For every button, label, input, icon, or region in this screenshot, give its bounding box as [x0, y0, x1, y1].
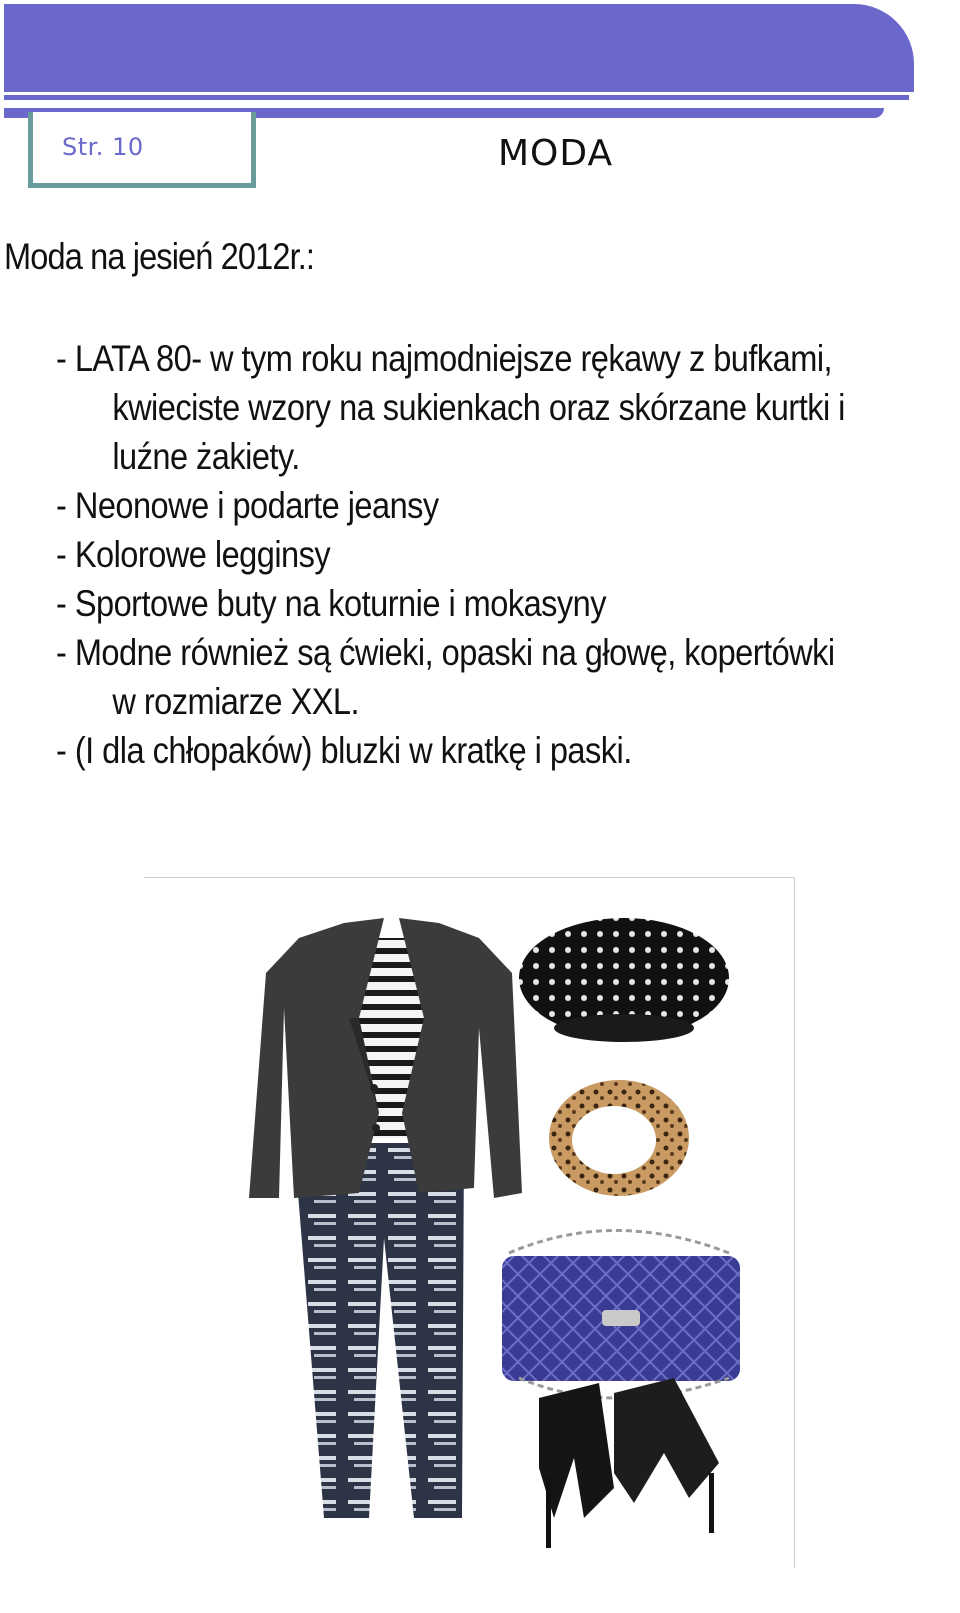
list-item-line: luźne żakiety. — [112, 436, 300, 477]
list-item: - Neonowe i podarte jeansy — [56, 485, 439, 526]
list-item: - Sportowe buty na koturnie i mokasyny — [56, 583, 607, 624]
list-item: - Kolorowe legginsy — [56, 534, 331, 575]
header-divider — [4, 95, 909, 100]
intro-heading: Moda na jesień 2012r.: — [4, 236, 315, 277]
list-item-line: - LATA 80- w tym roku najmodniejsze rękawy z bufkami, — [56, 338, 833, 379]
list-item-line: kwieciste wzory na sukienkach oraz skórzane kurtki i — [112, 387, 845, 428]
trend-list — [56, 334, 918, 775]
list-item — [56, 628, 918, 726]
ankle-boots — [539, 1378, 719, 1548]
outfit-photo — [144, 877, 795, 1568]
list-item: - (I dla chłopaków) bluzki w kratkę i paski. — [56, 730, 632, 771]
header-banner — [4, 4, 914, 92]
crochet-beret — [519, 918, 729, 1042]
leopard-bangle — [549, 1080, 689, 1196]
list-item-line: w rozmiarze XXL. — [112, 681, 359, 722]
list-item — [56, 334, 918, 481]
section-title: MODA — [498, 133, 614, 174]
list-item-line: - Modne również są ćwieki, opaski na głowę, kopertówki — [56, 632, 835, 673]
outfit-illustration — [144, 878, 794, 1568]
page-number: Str. 10 — [62, 133, 144, 161]
ripped-jeans — [294, 1143, 464, 1518]
quilted-clutch — [502, 1231, 740, 1399]
